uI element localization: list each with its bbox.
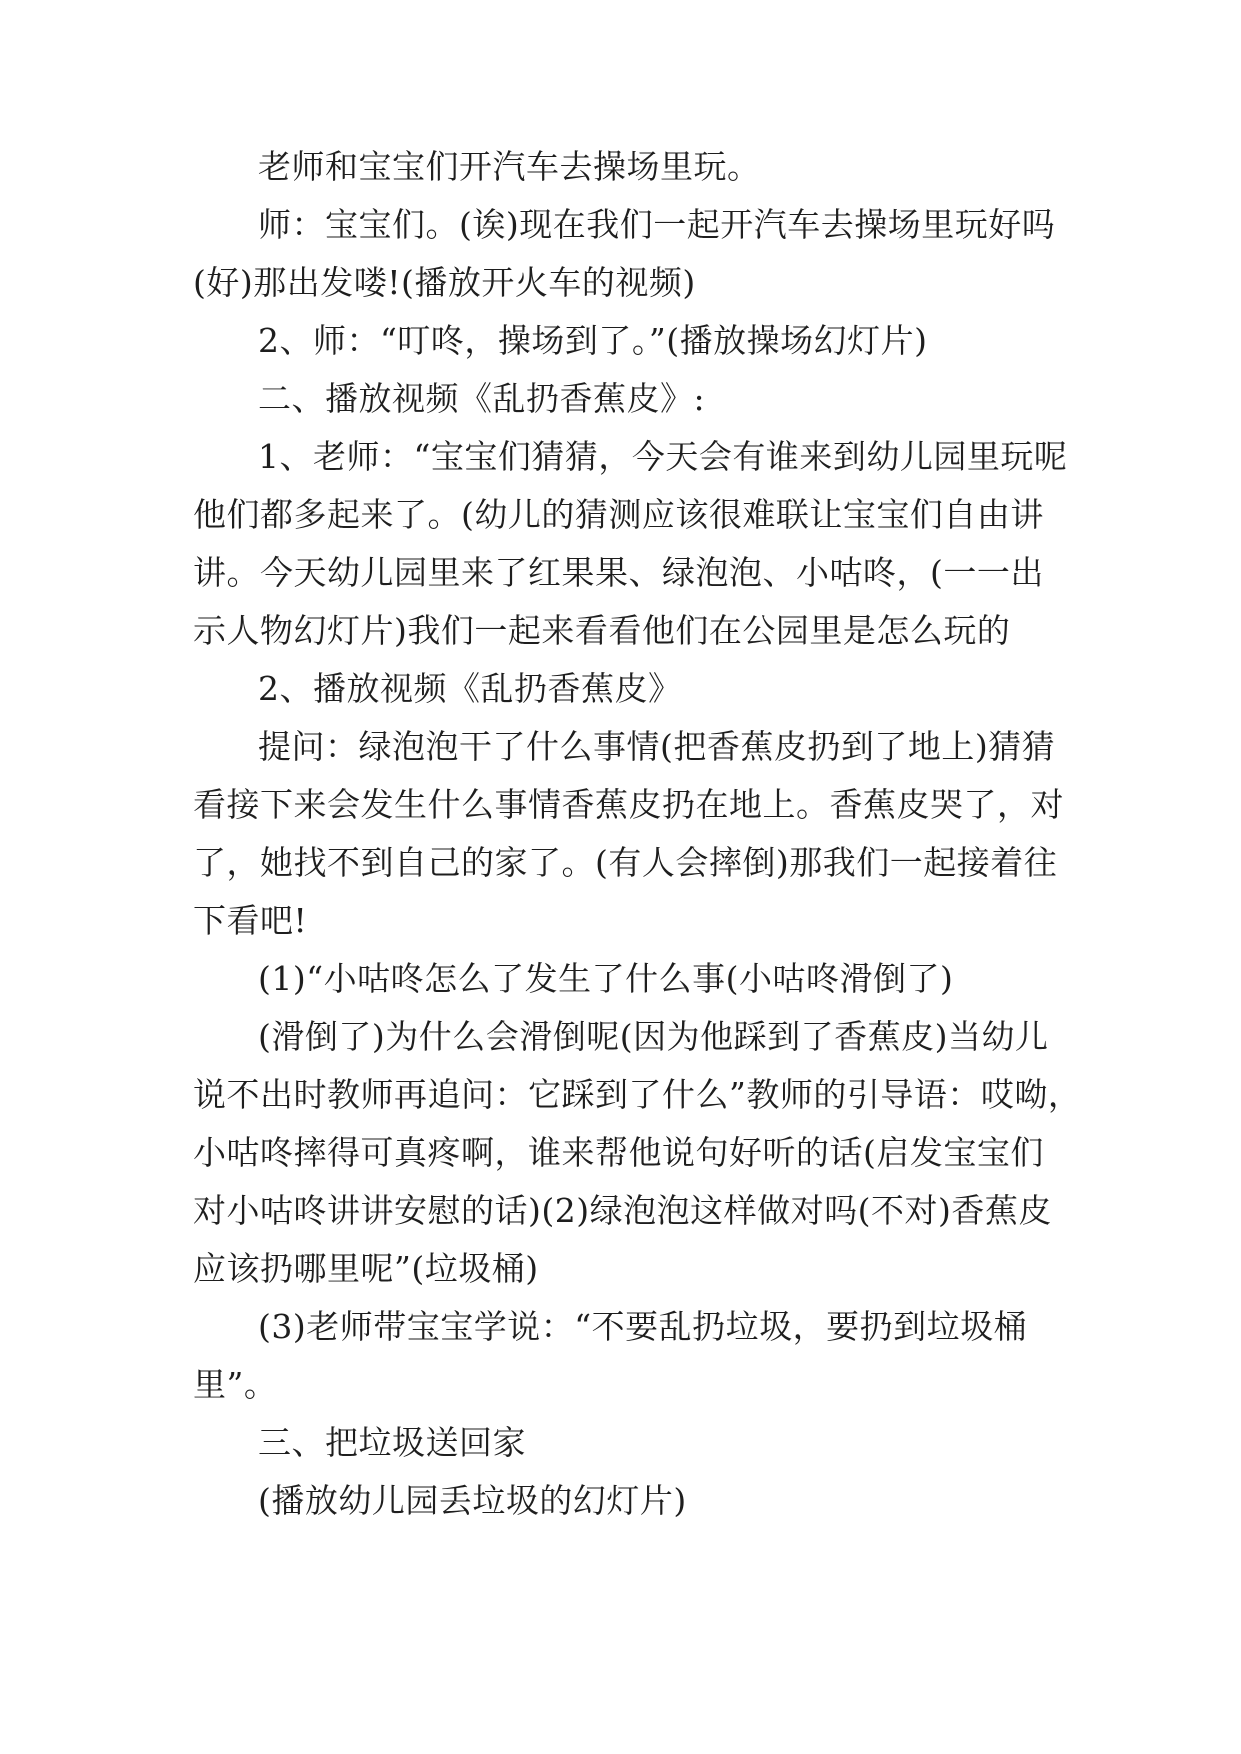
text-line: 了，她找不到自己的家了。(有人会摔倒)那我们一起接着往 [193,843,1058,882]
text-line: 二、播放视频《乱扔香蕉皮》: [258,379,706,418]
text-line: 老师和宝宝们开汽车去操场里玩。 [258,147,761,186]
text-line: 应该扔哪里呢”(垃圾桶) [193,1249,539,1288]
text-line: (3)老师带宝宝学说：“不要乱扔垃圾，要扔到垃圾桶 [258,1307,1028,1346]
text-line: (滑倒了)为什么会滑倒呢(因为他踩到了香蕉皮)当幼儿 [258,1017,1049,1056]
text-line: 小咕咚摔得可真疼啊，谁来帮他说句好听的话(启发宝宝们 [193,1133,1044,1172]
text-line: 他们都多起来了。(幼儿的猜测应该很难联让宝宝们自由讲 [193,495,1044,534]
text-line: 2、师：“叮咚，操场到了。”(播放操场幻灯片) [258,321,928,360]
text-line: 对小咕咚讲讲安慰的话)(2)绿泡泡这样做对吗(不对)香蕉皮 [193,1191,1052,1230]
text-line: 三、把垃圾送回家 [258,1423,526,1462]
text-line: 看接下来会发生什么事情香蕉皮扔在地上。香蕉皮哭了，对 [193,785,1064,824]
text-line: 2、播放视频《乱扔香蕉皮》 [258,669,682,708]
text-line: 1、老师：“宝宝们猜猜，今天会有谁来到幼儿园里玩呢 [258,437,1068,476]
text-line: (播放幼儿园丢垃圾的幻灯片) [258,1481,687,1520]
text-line: 示人物幻灯片)我们一起来看看他们在公园里是怎么玩的 [193,611,1011,650]
text-line: 提问：绿泡泡干了什么事情(把香蕉皮扔到了地上)猜猜 [258,727,1056,766]
text-line: 里”。 [193,1365,278,1404]
text-line: 下看吧! [193,901,308,940]
text-line: 讲。今天幼儿园里来了红果果、绿泡泡、小咕咚，(一一出 [193,553,1044,592]
text-line: (1)“小咕咚怎么了发生了什么事(小咕咚滑倒了) [258,959,954,998]
text-line: 师：宝宝们。(诶)现在我们一起开汽车去操场里玩好吗 [258,205,1056,244]
text-line: (好)那出发喽!(播放开火车的视频) [193,263,696,302]
text-line: 说不出时教师再追问：它踩到了什么”教师的引导语：哎呦， [193,1075,1082,1114]
